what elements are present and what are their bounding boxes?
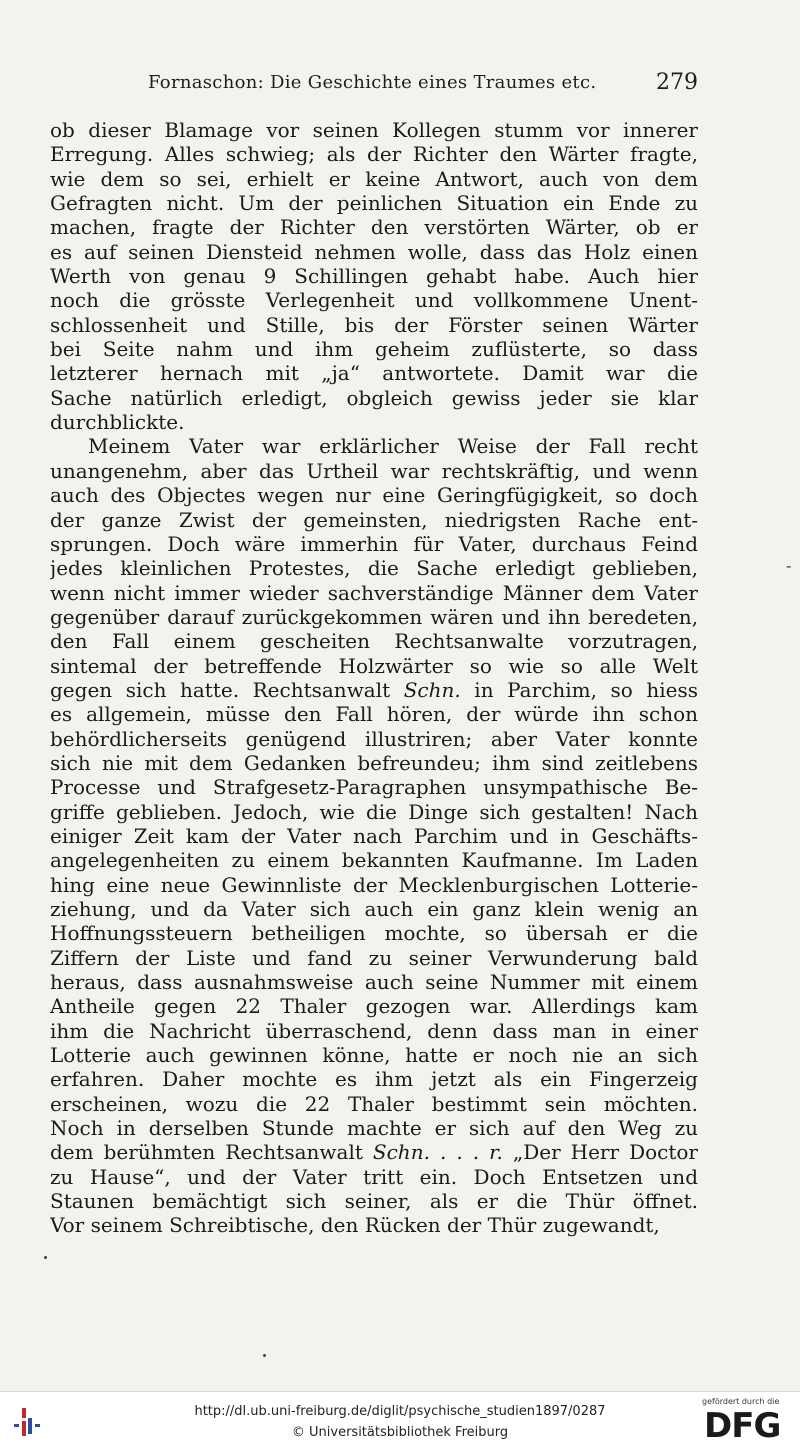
text-line: Vor seinem Schreibtische, den Rücken der Thür zugewandt, [50, 1213, 660, 1238]
text-line: Erregung. Alles schwieg; als der Richter den Wärter fragte, [50, 142, 698, 167]
text-line: Noch in derselben Stunde machte er sich auf den Weg zu [50, 1116, 698, 1141]
text-line: sich nie mit dem Gedanken befreundeu; ihm sind zeitlebens [50, 750, 698, 775]
text-line: den Fall einem gescheiten Rechtsanwalte vorzutragen, [50, 629, 698, 654]
text-line: der ganze Zwist der gemeinsten, niedrigsten Rache ent- [50, 507, 698, 532]
text-line: ziehung, und da Vater sich auch ein ganz klein wenig an [50, 897, 698, 921]
body-text [50, 118, 698, 1238]
footer-bar [0, 1391, 800, 1451]
text-line: Hoffnungssteuern betheiligen mochte, so übersah er die [50, 921, 698, 946]
scan-speck [263, 1354, 266, 1357]
italic-name: Schn. [403, 677, 461, 702]
text-line: griffe geblieben. Jedoch, wie die Dinge sich gestalten! Nach [50, 799, 698, 824]
text-line: schlossenheit und Stille, bis der Förster seinen Wärter [50, 312, 698, 337]
text-line: letzterer hernach mit „ja“ antwortete. Damit war die [50, 361, 698, 386]
text-line: dem berühmten Rechtsanwalt Schn. . . . r. „Der Herr Doctor [50, 1140, 698, 1165]
page-header [50, 70, 700, 104]
text-line: erscheinen, wozu die 22 Thaler bestimmt sein möchten. [50, 1091, 698, 1116]
text-line: ob dieser Blamage vor seinen Kollegen stumm vor innerer [50, 118, 698, 142]
source-url[interactable]: http://dl.ub.uni-freiburg.de/diglit/psychische_studien1897/0287 [194, 1404, 606, 1419]
text-line: zu Hause“, und der Vater tritt ein. Doch Entsetzen und [50, 1164, 698, 1189]
text-line: Staunen bemächtigt sich seiner, als er die Thür öffnet. [50, 1189, 698, 1214]
text-line: heraus, dass ausnahmsweise auch seine Nummer mit einem [50, 970, 698, 995]
dfg-logo[interactable]: DFG [704, 1406, 781, 1446]
text-line: wie dem so sei, erhielt er keine Antwort, auch von dem [50, 166, 698, 191]
text-line: es auf seinen Diensteid nehmen wolle, dass das Holz einen [50, 239, 698, 264]
scan-speck [44, 1256, 47, 1259]
running-title: Fornaschon: Die Geschichte eines Traumes etc. [148, 72, 597, 93]
text-line: gegen sich hatte. Rechtsanwalt Schn. in Parchim, so hiess [50, 677, 698, 702]
text-line: sintemal der betreffende Holzwärter so wie so alle Welt [50, 653, 698, 678]
text-line: Werth von genau 9 Schillingen gehabt habe. Auch hier [50, 264, 698, 289]
text-line: wenn nicht immer wieder sachverständige Männer dem Vater [50, 580, 698, 605]
text-line: es allgemein, müsse den Fall hören, der würde ihn schon [50, 702, 698, 727]
text-line: Ziffern der Liste und fand zu seiner Verwunderung bald [50, 945, 698, 970]
text-line: Meinem Vater war erklärlicher Weise der Fall recht [88, 434, 698, 459]
text-line: Lotterie auch gewinnen könne, hatte er noch nie an sich [50, 1043, 698, 1068]
text-line: jedes kleinlichen Protestes, die Sache erledigt geblieben, [50, 556, 698, 581]
text-line: durchblickte. [50, 410, 185, 435]
text-line: Gefragten nicht. Um der peinlichen Situation ein Ende zu [50, 191, 698, 216]
text-line: sprungen. Doch wäre immerhin für Vater, durchaus Feind [50, 531, 698, 556]
text-line: machen, fragte der Richter den verstörten Wärter, ob er [50, 215, 698, 240]
text-line: behördlicherseits genügend illustriren; aber Vater konnte [50, 726, 698, 751]
text-line: Sache natürlich erledigt, obgleich gewiss jeder sie klar [50, 385, 698, 410]
text-line: unangenehm, aber das Urtheil war rechtskräftig, und wenn [50, 458, 698, 483]
text-line: auch des Objectes wegen nur eine Geringfügigkeit, so doch [50, 483, 698, 508]
text-line: ihm die Nachricht überraschend, denn dass man in einer [50, 1018, 698, 1043]
text-line: erfahren. Daher mochte es ihm jetzt als ein Fingerzeig [50, 1067, 698, 1092]
italic-name: Schn. . . . r. [372, 1140, 503, 1165]
text-line: hing eine neue Gewinnliste der Mecklenburgischen Lotterie- [50, 872, 698, 897]
text-line: Processe und Strafgesetz-Paragraphen unsympathische Be- [50, 775, 698, 800]
text-line: noch die grösste Verlegenheit und vollkommene Unent- [50, 288, 698, 313]
dfg-caption: gefördert durch die [702, 1397, 780, 1406]
text-line: Antheile gegen 22 Thaler gezogen war. Allerdings kam [50, 994, 698, 1019]
text-line: gegenüber darauf zurückgekommen wären und ihn beredeten, [50, 604, 698, 629]
text-line: angelegenheiten zu einem bekannten Kaufmanne. Im Laden [50, 848, 698, 873]
copyright-notice: © Universitätsbibliothek Freiburg [291, 1425, 509, 1440]
margin-mark: - [786, 556, 792, 575]
text-line: einiger Zeit kam der Vater nach Parchim und in Geschäfts- [50, 823, 698, 848]
text-line: bei Seite nahm und ihm geheim zuflüsterte, so dass [50, 337, 698, 362]
page-number: 279 [656, 70, 698, 95]
